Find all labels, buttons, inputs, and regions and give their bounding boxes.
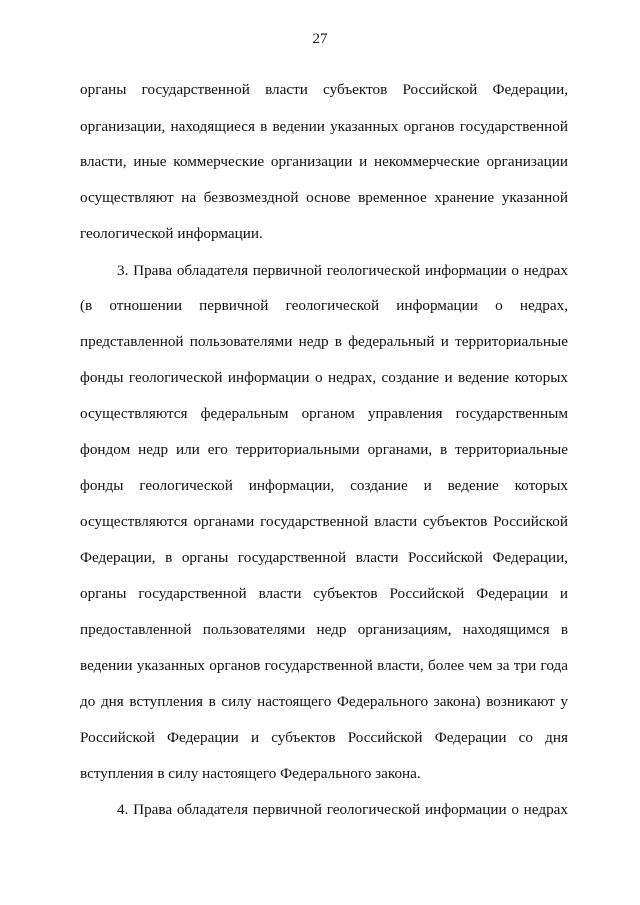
- paragraph-4-first-line: 4. Права обладателя первичной геологической информации о недрах: [117, 801, 568, 818]
- text-line: организации, находящиеся в ведении указанных органов государственной: [80, 118, 568, 135]
- paragraph-3-first-line: 3. Права обладателя первичной геологической информации о недрах: [117, 262, 568, 279]
- text-line: геологической информации.: [80, 225, 263, 242]
- text-line: представленной пользователями недр в федеральный и территориальные: [80, 333, 568, 350]
- text-line: власти, иные коммерческие организации и некоммерческие организации: [80, 153, 568, 170]
- text-line: Федерации, в органы государственной власти Российской Федерации,: [80, 549, 568, 566]
- text-line: фонды геологической информации о недрах, создание и ведение которых: [80, 369, 568, 386]
- text-line: предоставленной пользователями недр организациям, находящимся в: [80, 621, 568, 638]
- text-line: ведении указанных органов государственной власти, более чем за три года: [80, 657, 568, 674]
- text-line: до дня вступления в силу настоящего Федерального закона) возникают у: [80, 693, 568, 710]
- page-number: 27: [312, 31, 328, 47]
- text-line: осуществляются органами государственной власти субъектов Российской: [80, 513, 568, 530]
- text-line: осуществляются федеральным органом управления государственным: [80, 405, 568, 422]
- text-line: Российской Федерации и субъектов Российской Федерации со дня: [80, 729, 568, 746]
- text-line: фонды геологической информации, создание и ведение которых: [80, 477, 568, 494]
- text-line: органы государственной власти субъектов Российской Федерации,: [80, 81, 568, 98]
- text-line: фондом недр или его территориальными органами, в территориальные: [80, 441, 568, 458]
- text-line: вступления в силу настоящего Федерального закона.: [80, 765, 421, 782]
- text-line: (в отношении первичной геологической информации о недрах,: [80, 297, 568, 314]
- text-line: органы государственной власти субъектов Российской Федерации и: [80, 585, 568, 602]
- text-line: осуществляют на безвозмездной основе временное хранение указанной: [80, 189, 568, 206]
